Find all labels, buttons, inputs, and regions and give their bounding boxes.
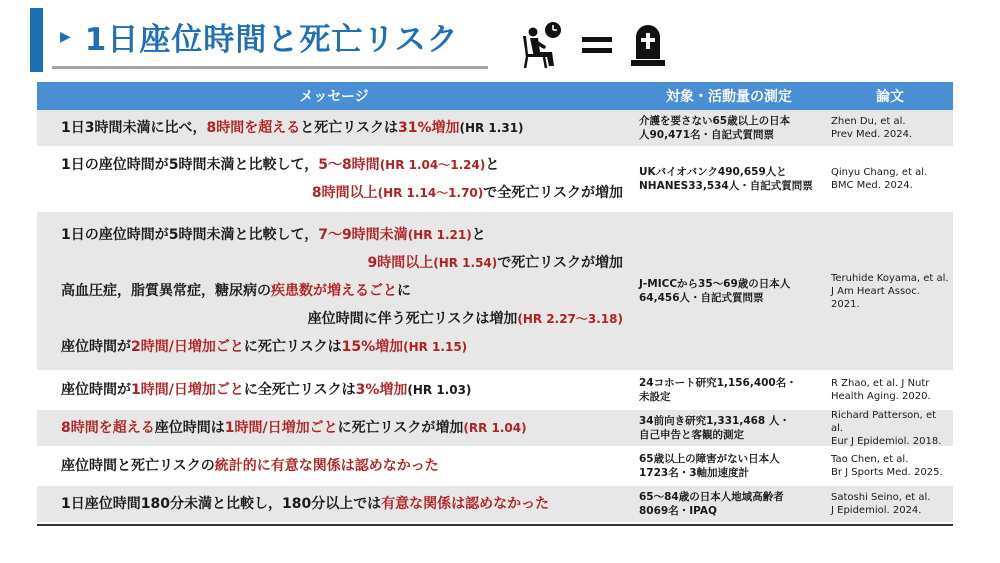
paper-text: Satoshi Seino, et al. <box>831 492 931 503</box>
message-text: 座位時間に伴う死亡リスクは増加 <box>307 311 518 327</box>
message-cell <box>37 410 631 446</box>
subject-cell <box>631 448 827 484</box>
subject-cell <box>631 486 827 522</box>
subject-text: 自己申告と客観的測定 <box>639 429 744 441</box>
subject-text: 介護を要さない65歳以上の日本 <box>639 115 791 127</box>
message-text: 座位時間は <box>154 420 225 436</box>
message-line <box>61 376 623 404</box>
paper-cell <box>827 110 953 146</box>
message-text: (HR 1.03) <box>407 383 472 397</box>
highlight-text: (HR 1.04〜1.24) <box>379 158 486 172</box>
study-table <box>37 82 953 526</box>
highlight-text: 8時間を超える <box>61 420 155 436</box>
message-text: と <box>471 227 486 243</box>
highlight-text: 31%増加 <box>397 120 460 136</box>
paper-text: Zhen Du, et al. <box>831 116 906 127</box>
message-line <box>61 452 623 480</box>
title-accent-bar <box>30 8 43 72</box>
title-underline <box>52 66 488 69</box>
table-row <box>37 372 953 410</box>
message-text: 1日座位時間180分未満と比較し，180分以上では <box>61 496 382 512</box>
highlight-text: (HR 2.27〜3.18) <box>517 312 623 326</box>
highlight-text: (HR 1.15) <box>403 340 468 354</box>
message-text: 座位時間が <box>61 382 131 398</box>
paper-cell <box>827 148 953 210</box>
paper-cell <box>827 212 953 370</box>
subject-text: 人90,471名・自記式質問票 <box>639 129 775 141</box>
paper-cell <box>827 486 953 522</box>
table-row <box>37 110 953 148</box>
message-cell <box>37 212 631 370</box>
message-line <box>61 414 623 442</box>
message-text: 1日の座位時間が5時間未満と比較して， <box>61 227 319 243</box>
message-line <box>61 179 623 207</box>
highlight-text: 9時間以上 <box>367 255 434 271</box>
message-line <box>61 114 623 142</box>
message-line <box>61 305 623 333</box>
paper-text: BMC Med. 2024. <box>831 180 913 191</box>
highlight-text: (HR 1.54) <box>433 256 498 270</box>
message-line <box>61 490 623 518</box>
message-line <box>61 277 623 305</box>
table-row <box>37 448 953 486</box>
message-text: と死亡リスクは <box>300 120 398 136</box>
highlight-text: 1時間/日増加ごと <box>224 420 338 436</box>
paper-cell <box>827 372 953 408</box>
paper-text: Eur J Epidemiol. 2018. <box>831 435 942 447</box>
table-row <box>37 148 953 212</box>
equals-icon <box>582 35 612 55</box>
sitting-person-clock-icon <box>518 20 564 70</box>
paper-text: Tao Chen, et al. <box>831 454 909 465</box>
paper-cell <box>827 448 953 484</box>
message-text: と <box>485 157 500 173</box>
table-header <box>37 82 953 110</box>
paper-cell <box>827 410 953 446</box>
paper-text: Br J Sports Med. 2025. <box>831 467 943 478</box>
highlight-text: 8時間以上 <box>311 185 378 201</box>
paper-text: Health Aging. 2020. <box>831 391 931 402</box>
gravestone-cross-icon <box>630 23 666 67</box>
highlight-text: 3%増加 <box>355 382 408 398</box>
highlight-text: 有意な関係は認めなかった <box>381 496 550 512</box>
message-text: に <box>397 283 411 299</box>
header-subject: 対象・活動量の測定 <box>666 89 792 105</box>
message-text: 高血圧症，脂質異常症，糖尿病の <box>61 283 271 299</box>
message-text: で死亡リスクが増加 <box>497 255 623 271</box>
message-cell <box>37 372 631 408</box>
subject-text: 65〜84歳の日本人地域高齢者 <box>639 491 784 503</box>
triangle-right-icon: ▶ <box>60 28 71 45</box>
message-text: に全死亡リスクは <box>243 382 356 398</box>
message-text: (HR 1.31) <box>459 121 524 135</box>
highlight-text: 7〜9時間未満 <box>318 227 408 243</box>
subject-cell <box>631 212 827 370</box>
title-text: 1日座位時間と死亡リスク <box>84 22 459 58</box>
subject-cell <box>631 148 827 210</box>
paper-text: Prev Med. 2024. <box>831 129 913 140</box>
message-line <box>61 249 623 277</box>
highlight-text: 5〜8時間 <box>318 157 380 173</box>
table-row <box>37 212 953 372</box>
message-text: に死亡リスクは <box>243 339 342 355</box>
table-row <box>37 486 953 524</box>
highlight-text: 8時間を超える <box>206 120 301 136</box>
header-message: メッセージ <box>299 89 369 105</box>
highlight-text: 1時間/日増加ごと <box>131 382 244 398</box>
subject-text: 65歳以上の障害がない日本人 <box>639 453 780 465</box>
message-cell <box>37 448 631 484</box>
subject-text: 未設定 <box>639 391 671 403</box>
message-text: に死亡リスクが増加 <box>337 420 464 436</box>
sitting-equals-death-equation <box>518 20 666 70</box>
table-row <box>37 410 953 448</box>
subject-text: 8069名・IPAQ <box>639 505 717 517</box>
message-text: 1日の座位時間が5時間未満と比較して， <box>61 157 319 173</box>
subject-cell <box>631 110 827 146</box>
subject-text: 1723名・3軸加速度計 <box>639 467 750 479</box>
page-title <box>60 14 459 59</box>
message-text: 座位時間が <box>61 339 131 355</box>
highlight-text: (RR 1.04) <box>463 421 527 435</box>
message-cell <box>37 110 631 146</box>
message-line <box>61 151 623 179</box>
message-line <box>61 221 623 249</box>
subject-text: 34前向き研究1,331,468 人・ <box>639 415 790 427</box>
message-text: で全死亡リスクが増加 <box>483 185 623 201</box>
subject-text: J-MICCから35〜69歳の日本人 <box>639 278 791 290</box>
paper-text: Richard Patterson, et al. <box>831 409 937 434</box>
subject-text: NHANES33,534人・自記式質問票 <box>639 180 813 192</box>
highlight-text: 疾患数が増えるごと <box>271 283 397 299</box>
paper-text: J Epidemiol. 2024. <box>831 505 922 516</box>
subject-text: 24コホート研究1,156,400名・ <box>639 377 797 389</box>
subject-text: UKバイオバンク490,659人と <box>639 166 787 178</box>
paper-text: Qinyu Chang, et al. <box>831 167 928 178</box>
message-text: 座位時間と死亡リスクの <box>61 458 215 474</box>
paper-text: R Zhao, et al. J Nutr <box>831 378 930 389</box>
message-text: 1日3時間未満に比べ， <box>61 120 207 136</box>
subject-cell <box>631 372 827 408</box>
table-bottom-rule <box>37 524 953 526</box>
subject-cell <box>631 410 827 446</box>
header-paper: 論文 <box>876 89 904 105</box>
message-cell <box>37 148 631 210</box>
table-body <box>37 110 953 524</box>
paper-text: Teruhide Koyama, et al. <box>831 272 949 284</box>
subject-text: 64,456人・自記式質問票 <box>639 292 764 304</box>
highlight-text: 統計的に有意な関係は認めなかった <box>214 458 439 474</box>
paper-text: J Am Heart Assoc. 2021. <box>831 285 920 310</box>
message-line <box>61 333 623 361</box>
message-cell <box>37 486 631 522</box>
highlight-text: (HR 1.14〜1.70) <box>377 186 484 200</box>
highlight-text: 15%増加 <box>341 339 404 355</box>
highlight-text: 2時間/日増加ごと <box>131 339 244 355</box>
highlight-text: (HR 1.21) <box>407 228 472 242</box>
